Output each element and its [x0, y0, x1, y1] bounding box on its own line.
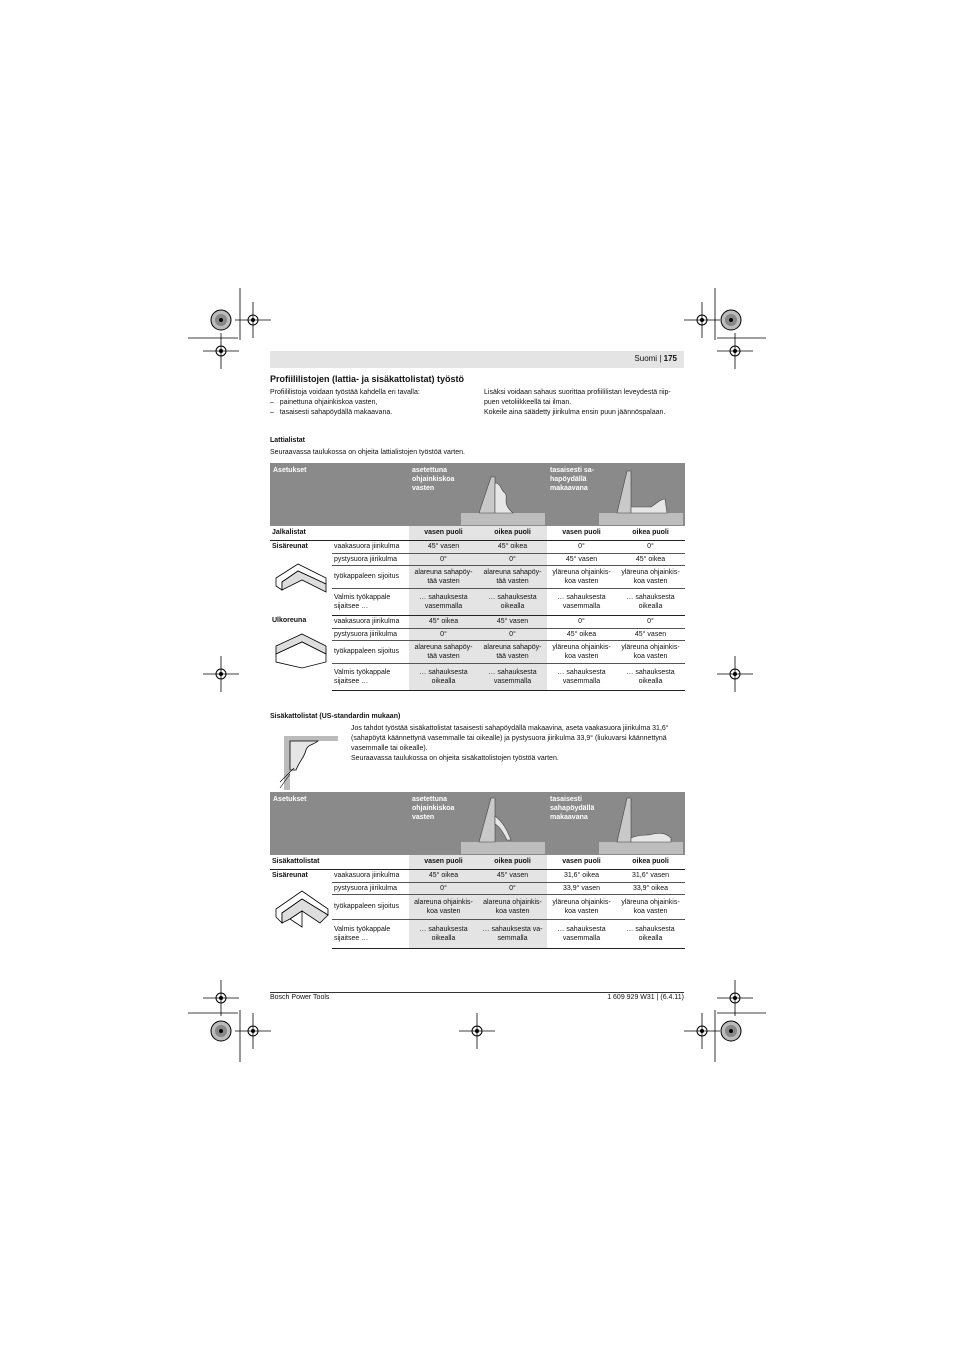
- cell: … sahauksesta oikealla: [409, 663, 478, 690]
- row-label: pystysuora jiirikulma: [332, 553, 409, 565]
- guide-rail-illustration: [461, 794, 545, 854]
- outer-corner-illustration: [272, 628, 330, 672]
- cell: 0°: [547, 540, 616, 553]
- col-right: oikea puoli: [616, 855, 685, 869]
- row-label: työkappaleen sijoitus: [332, 640, 409, 663]
- cell: 0°: [478, 553, 547, 565]
- group-header: Jalkalistat: [270, 526, 409, 540]
- inner-group: [270, 869, 685, 948]
- cell: alareuna sahapöy- tää vasten: [409, 565, 478, 588]
- cell: … sahauksesta va- semmalla: [478, 919, 547, 948]
- paragraph-line: Jos tahdot työstää sisäkattolistat tasaisesti sahapöydällä makaavina, aseta vaakasuora jiirikulma 31,6°: [351, 725, 669, 732]
- header-guide-rail: [409, 463, 547, 526]
- header-label: asetettuna ohjainkiskoa vasten: [412, 796, 455, 821]
- cell: … sahauksesta oikealla: [616, 663, 685, 690]
- floor-heading: Lattialistat: [270, 437, 306, 444]
- cell: 45° oikea: [409, 869, 478, 882]
- intro-right: [484, 388, 689, 418]
- cell: … sahauksesta oikealla: [478, 588, 547, 615]
- group-label: Ulkoreuna: [272, 617, 307, 624]
- cell: 45° oikea: [616, 553, 685, 565]
- cell: 45° oikea: [409, 615, 478, 628]
- cell: 33,9° vasen: [547, 882, 616, 894]
- cell: yläreuna ohjainkis- koa vasten: [547, 640, 616, 663]
- paragraph-line: vasemmalle tai oikealle).: [351, 745, 428, 752]
- group-header: Sisäkattolistat: [270, 855, 409, 869]
- intro-item: – painettuna ohjainkiskoa vasten,: [270, 399, 378, 406]
- cell: 0°: [616, 615, 685, 628]
- row-label: pystysuora jiirikulma: [332, 882, 409, 894]
- ceiling-text: [351, 724, 691, 764]
- floor-table: [270, 463, 685, 691]
- footer-right: 1 609 929 W31 | (6.4.11): [607, 994, 684, 1001]
- header-bar: [270, 351, 684, 368]
- cell: 45° vasen: [409, 540, 478, 553]
- flat-illustration: [599, 465, 683, 525]
- cell: … sahauksesta oikealla: [616, 919, 685, 948]
- cell: 45° oikea: [547, 628, 616, 640]
- cell: yläreuna ohjainkis- koa vasten: [616, 894, 685, 919]
- col-right: oikea puoli: [478, 855, 547, 869]
- cell: 0°: [478, 628, 547, 640]
- ceiling-table: [270, 792, 685, 949]
- cell: 45° vasen: [616, 628, 685, 640]
- inner-group: [270, 540, 685, 615]
- col-left: vasen puoli: [409, 526, 478, 540]
- guide-rail-illustration: [461, 465, 545, 525]
- page-header: [634, 354, 677, 363]
- row-label: pystysuora jiirikulma: [332, 628, 409, 640]
- ceiling-corner-illustration: [272, 883, 330, 933]
- header-label: tasaisesti sa- hapöydällä makaavana: [550, 467, 594, 492]
- cell: alareuna ohjainkis- koa vasten: [409, 894, 478, 919]
- cell: … sahauksesta vasemmalla: [409, 588, 478, 615]
- group-label: Sisäreunat: [272, 542, 308, 550]
- cell: 0°: [409, 553, 478, 565]
- cell: … sahauksesta oikealla: [409, 919, 478, 948]
- cell: alareuna sahapöy- tää vasten: [478, 640, 547, 663]
- row-label: työkappaleen sijoitus: [332, 565, 409, 588]
- footer-left: Bosch Power Tools: [270, 994, 330, 1001]
- col-right: oikea puoli: [478, 526, 547, 540]
- section-name: Suomi: [634, 354, 658, 363]
- row-label: vaakasuora jiirikulma: [332, 540, 409, 553]
- group-cell: [270, 869, 332, 948]
- row-label: työkappaleen sijoitus: [332, 894, 409, 919]
- cell: yläreuna ohjainkis- koa vasten: [616, 565, 685, 588]
- cell: 0°: [547, 615, 616, 628]
- flat-illustration: [599, 794, 683, 854]
- header-label: tasaisesti sahapöydällä makaavana: [550, 796, 595, 821]
- ceiling-heading: Sisäkattolistat (US-standardin mukaan): [270, 713, 401, 720]
- row-label: vaakasuora jiirikulma: [332, 615, 409, 628]
- intro-item: – tasaisesti sahapöydällä makaavana.: [270, 409, 393, 416]
- header-separator: |: [659, 354, 662, 363]
- row-label: Valmis työkappale sijaitsee …: [332, 588, 409, 615]
- paragraph-line: Seuraavassa taulukossa on ohjeita sisäkattolistojen työstöä varten.: [351, 755, 559, 762]
- group-label: Sisäreunat: [272, 871, 308, 879]
- cell: alareuna sahapöy- tää vasten: [478, 565, 547, 588]
- cell: … sahauksesta vasemmalla: [478, 663, 547, 690]
- crown-molding-illustration: [278, 732, 340, 790]
- row-label: vaakasuora jiirikulma: [332, 869, 409, 882]
- col-left: vasen puoli: [409, 855, 478, 869]
- page-number: 175: [663, 354, 677, 363]
- cell: yläreuna ohjainkis- koa vasten: [547, 565, 616, 588]
- cell: … sahauksesta oikealla: [616, 588, 685, 615]
- settings-header: Asetukset: [270, 792, 409, 855]
- intro-text: Lisäksi voidaan sahaus suorittaa profiililistan leveydestä riip-: [484, 389, 671, 396]
- intro-text: Kokeile aina säädetty jiirikulma ensin puun jäännöspalaan.: [484, 409, 666, 416]
- col-left: vasen puoli: [547, 855, 616, 869]
- cell: alareuna ohjainkis- koa vasten: [478, 894, 547, 919]
- cell: … sahauksesta vasemmalla: [547, 588, 616, 615]
- cell: yläreuna ohjainkis- koa vasten: [616, 640, 685, 663]
- page-title: Profiililistojen (lattia- ja sisäkattolistat) työstö: [270, 374, 465, 384]
- cell: 45° vasen: [478, 869, 547, 882]
- cell: 45° vasen: [547, 553, 616, 565]
- intro-text: Profiililistoja voidaan työstää kahdella eri tavalla:: [270, 389, 420, 396]
- paragraph-line: (sahapöytä käännettynä vasemmalle tai oikealle) ja pystysuora jiirikulma 33,9° (liukuvarsi käännettynä: [351, 735, 667, 742]
- header-flat: [547, 463, 685, 526]
- cell: 31,6° oikea: [547, 869, 616, 882]
- outer-group: [270, 615, 685, 690]
- header-label: asetettuna ohjainkiskoa vasten: [412, 467, 455, 492]
- row-label: Valmis työkappale sijaitsee …: [332, 919, 409, 948]
- cell: 31,6° vasen: [616, 869, 685, 882]
- inner-corner-illustration: [272, 554, 330, 598]
- cell: … sahauksesta vasemmalla: [547, 663, 616, 690]
- header-guide-rail: [409, 792, 547, 855]
- cell: 33,9° oikea: [616, 882, 685, 894]
- cell: 0°: [616, 540, 685, 553]
- group-cell: [270, 615, 332, 690]
- cell: yläreuna ohjainkis- koa vasten: [547, 894, 616, 919]
- intro-text: puen vetoliikkeellä tai ilman.: [484, 399, 572, 406]
- intro-left: [270, 388, 475, 418]
- floor-note: Seuraavassa taulukossa on ohjeita lattialistojen työstöä varten.: [270, 449, 465, 456]
- cell: 0°: [409, 882, 478, 894]
- row-label: Valmis työkappale sijaitsee …: [332, 663, 409, 690]
- col-right: oikea puoli: [616, 526, 685, 540]
- cell: 0°: [478, 882, 547, 894]
- cell: alareuna sahapöy- tää vasten: [409, 640, 478, 663]
- col-left: vasen puoli: [547, 526, 616, 540]
- cell: 0°: [409, 628, 478, 640]
- header-flat: [547, 792, 685, 855]
- cell: … sahauksesta vasemmalla: [547, 919, 616, 948]
- footer-rule: [270, 992, 684, 993]
- settings-header: Asetukset: [270, 463, 409, 526]
- group-cell: [270, 540, 332, 615]
- cell: 45° vasen: [478, 615, 547, 628]
- cell: 45° oikea: [478, 540, 547, 553]
